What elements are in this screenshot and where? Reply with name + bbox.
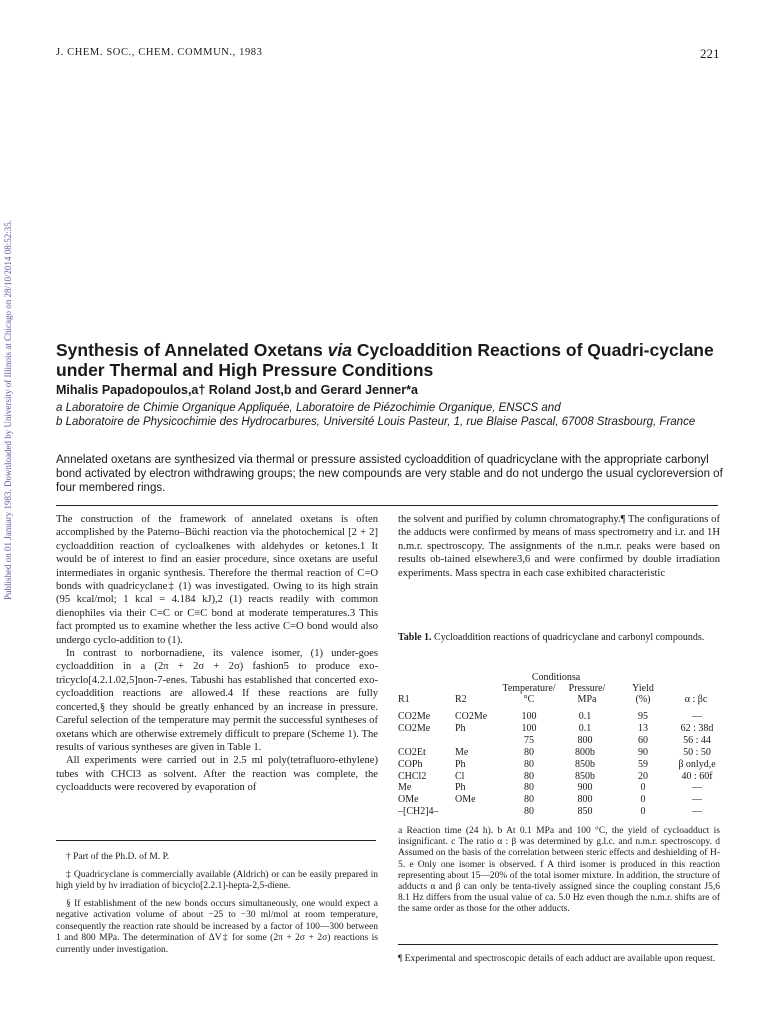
- table-cell: 850: [577, 806, 593, 818]
- table-header-r2: R2: [455, 694, 467, 705]
- table-cell: —: [692, 711, 702, 722]
- table-caption-text: Cycloaddition reactions of quadricyclane and carbonyl compounds.: [431, 632, 705, 643]
- table-cell: 100: [521, 722, 537, 734]
- table-cell: Ph: [455, 782, 466, 794]
- table-cell: β onlyd,e: [678, 758, 716, 770]
- table-cell: 56 : 44: [683, 734, 711, 746]
- table-header-yield: Yield (%): [632, 683, 654, 705]
- table-row: [398, 794, 720, 805]
- table-row: [398, 771, 720, 782]
- table-cell: 50 : 50: [683, 746, 711, 758]
- download-sidebar: [2, 170, 14, 650]
- table-cell: 80: [524, 770, 534, 782]
- table-cell: 0: [640, 782, 646, 794]
- title-part-2: Cycloaddition Reactions of Quadri-cyclane under Thermal and High Pressure Conditions: [56, 340, 714, 380]
- table-row: [398, 723, 720, 734]
- table-row: [398, 806, 720, 817]
- table-row: [398, 747, 720, 758]
- table-cell: 90: [638, 746, 648, 758]
- table-cell: 13: [638, 722, 648, 734]
- table-cell: 80: [524, 794, 534, 806]
- body-paragraph-right: the solvent and purified by column chromatography.¶ The configurations of the adducts were confirmed by means of mass spectrometry and i.r. and 1H n.m.r. spectroscopy. The assignments of the n.m.r. peaks were based on results ob-tained elsewhere3,6 and were confirmed by double irradiation experiments. Mass spectra in each case exhibited characteristic: [398, 514, 720, 579]
- table-conditions-header: Conditionsa: [531, 672, 581, 683]
- table-row: [398, 782, 720, 793]
- table-cell: 62 : 38d: [680, 722, 714, 734]
- table-cell: 0.1: [578, 722, 592, 734]
- table-cell: Me: [398, 782, 412, 794]
- table-cell: Cl: [455, 770, 465, 782]
- body-paragraph-2: In contrast to norbornadiene, its valence isomer, (1) under-goes cycloaddition in a (2π + 2σ + 2σ) fashion5 to produce exo-tricyclo[4.2.1.02,5]non-7-enes. Tabushi has established that concerted exo-cycloaddition reactions are allowed.4 If these reactions are fully concerted,§ they should be greatly enhanced by an increase in pressure. Careful selection of the temperature may permit the successful syntheses of oxetans which are otherwise extremely difficult to prepare (Scheme 1). The results of various syntheses are given in Table 1.: [56, 648, 378, 753]
- article-title: [56, 340, 726, 380]
- table-cell: 80: [524, 782, 534, 794]
- table-cell: 80: [524, 758, 534, 770]
- table-cell: COPh: [398, 758, 423, 770]
- abstract-rule: [56, 505, 718, 506]
- table-cell: 75: [524, 734, 534, 746]
- body-left-column: [56, 513, 378, 795]
- table-cell: CO2Et: [398, 746, 426, 758]
- page-number: 221: [700, 46, 720, 61]
- table-cell: CO2Me: [398, 722, 431, 734]
- download-notice: Published on 01 January 1983. Downloaded by University of Illinois at Chicago on 28/10/2014 08:52:35.: [3, 220, 13, 600]
- table-cell: 850b: [575, 770, 595, 782]
- title-via: via: [327, 340, 352, 360]
- table-cell: Ph: [455, 722, 466, 734]
- table-header-temperature: Temperature/ °C: [502, 683, 556, 705]
- body-paragraph-1: The construction of the framework of annelated oxetans is often accomplished by the Paterno–Büchi reaction via the photochemical [2 + 2] cycloaddition reaction of cycloalkenes with aldehydes or ketones.1 It would be of interest to find an easier procedure, since oxetans are useful intermediates in organic synthesis. Therefore the thermal reaction of C=O bonds with quadricyclane‡ (1) was investigated. Owing to its high strain (95 kcal/mol; 1 kcal = 4.184 kJ),2 (1) reacts readily with common dienophiles via their C=C or C≡C bond at moderate temperatures.3 This fact prompted us to examine whether the less active C=O bond would also undergo cyclo-addition to (1).: [56, 514, 378, 646]
- affiliations: [56, 401, 736, 429]
- footnote-section: § If establishment of the new bonds occurs simultaneously, one would expect a negative activation volume of about −25 to −30 ml/mol at room temperature, consequently the reaction rate should be increased by a factor of 100—300 between 1 and 800 MPa. The determination of ΔV‡ for some (2π + 2σ + 2σ) reactions is currently under investigation.: [56, 898, 378, 955]
- table-header-ratio: α : βc: [684, 694, 708, 705]
- table-cell: 40 : 60f: [681, 770, 713, 782]
- table-row: [398, 759, 720, 770]
- footnote-rule: [56, 840, 376, 841]
- footnotes-left: [56, 852, 378, 962]
- table-cell: 850b: [575, 758, 595, 770]
- table-cell: 0: [640, 794, 646, 806]
- abstract: Annelated oxetans are synthesized via thermal or pressure assisted cycloaddition of quadricyclane with the appropriate carbonyl bond activated by electron withdrawing groups; the new compounds are very stable and do not undergo the usual cycloreversion of four membered rings.: [56, 454, 723, 494]
- table-cell: 80: [524, 806, 534, 818]
- table-row: [398, 711, 720, 722]
- table-cell: —: [692, 782, 702, 794]
- table-cell: 95: [638, 711, 648, 722]
- table-cell: 0.1: [578, 711, 592, 722]
- table-cell: Ph: [455, 758, 466, 770]
- table-cell: 59: [638, 758, 648, 770]
- footnote-rule-right: [398, 944, 718, 945]
- table-caption-label: Table 1.: [398, 632, 432, 643]
- body-right-column: [398, 513, 720, 580]
- table-cell: –[CH2]4–: [398, 806, 439, 818]
- running-head: J. CHEM. SOC., CHEM. COMMUN., 1983: [56, 47, 263, 58]
- body-paragraph-3: All experiments were carried out in 2.5 ml poly(tetrafluoro-ethylene) tubes with CHCl3 as solvent. After the reaction was complete, the cycloadducts were recovered by evaporation of: [56, 755, 378, 794]
- table-caption: [398, 632, 720, 644]
- title-part-1: Synthesis of Annelated Oxetans: [56, 340, 328, 360]
- table-header-pressure: Pressure/ MPa: [568, 683, 606, 705]
- table-cell: OMe: [398, 794, 419, 806]
- table-cell: OMe: [455, 794, 476, 806]
- table-cell: 20: [638, 770, 648, 782]
- authors: Mihalis Papadopoulos,a† Roland Jost,b and Gerard Jenner*a: [56, 383, 418, 397]
- table-row: [398, 735, 720, 746]
- table-cell: CO2Me: [455, 711, 488, 722]
- table-cell: 100: [521, 711, 537, 722]
- footnote-dagger: † Part of the Ph.D. of M. P.: [66, 852, 170, 862]
- table-cell: 800: [577, 794, 593, 806]
- table-cell: 900: [577, 782, 593, 794]
- table-cell: CHCl2: [398, 770, 427, 782]
- table-notes: a Reaction time (24 h). b At 0.1 MPa and 100 °C, the yield of cycloadduct is insignificant. c The ratio α : β was determined by g.l.c. and n.m.r. spectroscopy. d Assumed on the basis of the correlation between steric effects and deshielding of H-5. e Only one isomer is observed. f A third isomer is produced in this reaction representing about 15—20% of the total isomer mixture. In addition, the structure of adducts α and β can only be tenta-tively assigned since the coupling constant J5,6 8.1 Hz differs from the usual value of ca. 5.0 Hz even though the n.m.r. shifts are of the same order as those for the other adducts.: [398, 826, 720, 915]
- footnote-paragraph-mark: ¶ Experimental and spectroscopic details of each adduct are available upon request.: [398, 954, 716, 964]
- table-cell: 800b: [575, 746, 595, 758]
- table-cell: —: [692, 794, 702, 806]
- table-cell: Me: [455, 746, 469, 758]
- affiliation-b: b Laboratoire de Physicochimie des Hydrocarbures, Université Louis Pasteur, 1, rue Blaise Pascal, 67008 Strasbourg, France: [56, 416, 696, 428]
- table-cell: 60: [638, 734, 648, 746]
- table-cell: 0: [640, 806, 646, 818]
- table-header-r1: R1: [398, 694, 410, 705]
- footnote-double-dagger: ‡ Quadricyclane is commercially available (Aldrich) or can be easily prepared in high yield by hν irradiation of bicyclo[2.2.1]-hepta-2,5-diene.: [56, 869, 378, 891]
- table-cell: —: [692, 806, 702, 818]
- table-cell: 800: [577, 734, 593, 746]
- affiliation-a: a Laboratoire de Chimie Organique Appliquée, Laboratoire de Piézochimie Organique, ENSCS and: [56, 402, 561, 414]
- table-cell: 80: [524, 746, 534, 758]
- table-cell: CO2Me: [398, 711, 431, 722]
